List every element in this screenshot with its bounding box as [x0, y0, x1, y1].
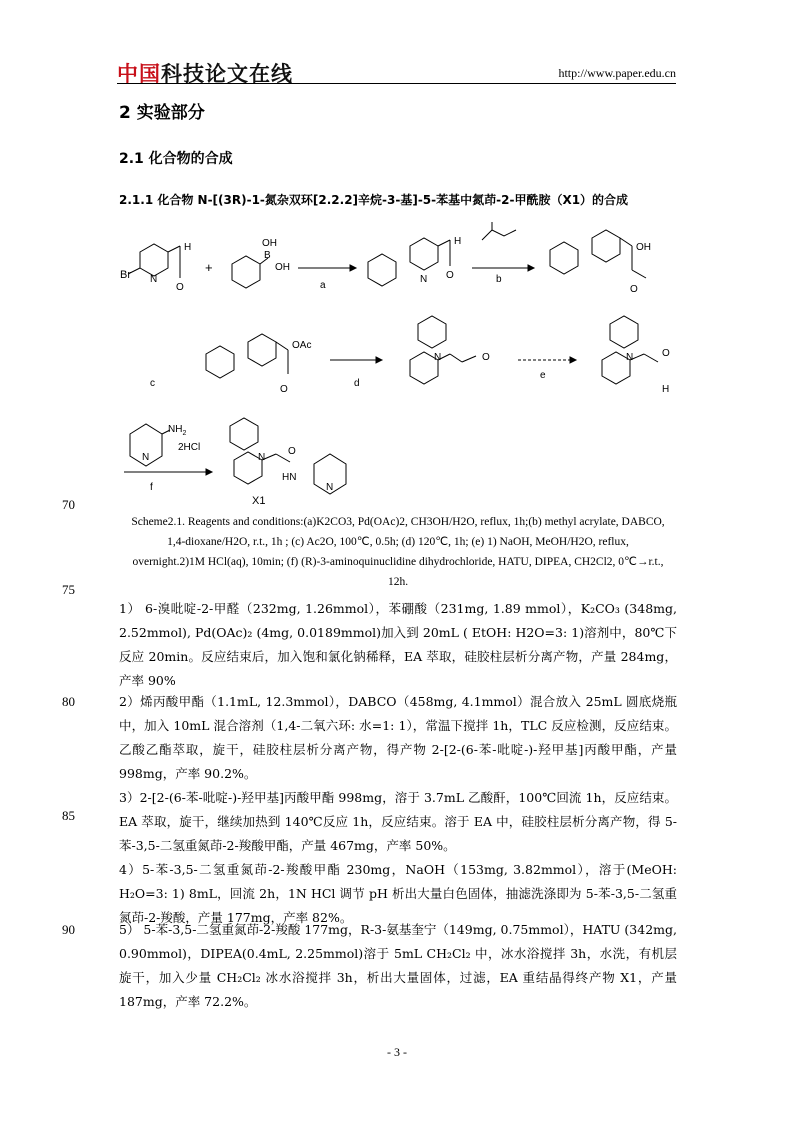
oh-label: OH — [262, 238, 277, 249]
n-label: N — [150, 274, 158, 285]
header-url[interactable]: http://www.paper.edu.cn — [558, 66, 676, 80]
compound-indolizine-acid — [602, 316, 670, 395]
arrow-f-label: f — [150, 482, 153, 493]
n-label-4: N — [626, 352, 634, 363]
procedure-step-2: 2）烯丙酸甲酯（1.1mL, 12.3mmol），DABCO（458mg, 4.1mmol）混合放入 25mL 圆底烧瓶中，加入 10mL 混合溶剂（1,4-二氧六环: 水=1: 1），常温下搅拌 1h，TLC 反应检测，反应结束。乙酸乙酯萃取，旋干，硅胶柱层析分离产物，得产物 2-[2-(6-苯-吡啶-)-羟甲基]丙酸甲酯，产量 998mg，产率 90.2%。 — [119, 694, 677, 781]
arrow-b-label: b — [496, 274, 502, 285]
o-label-3: O — [630, 284, 638, 295]
caption-line: overnight.2)1M HCl(aq), 10min; (f) (R)-3-aminoquinuclidine dihydrochloride, HATU, DIPEA, CH2Cl2, 0℃→r.t., — [132, 556, 664, 568]
arrow-c-head — [376, 357, 382, 363]
compound-baylis-hillman-adduct — [550, 230, 651, 295]
reaction-scheme — [110, 220, 690, 510]
hcl-label: 2HCl — [178, 442, 201, 453]
n-label-2: N — [420, 274, 428, 285]
procedure-step-4: 4）5-苯-3,5-二氢重氮茚-2-羧酸甲酯 230mg，NaOH（153mg, 3.82mmol），溶于(MeOH: H₂O=3: 1) 8mL，回流 2h，1N HCl 调节 pH 析出大量白色固体，抽滤洗涤即为 5-苯-3,5-二氢重氮茚-2-羧酸，产量 177mg，产率 82%。 — [119, 862, 677, 925]
subsubsection-title: 2.1.1 化合物 N-[(3R)-1-氮杂双环[2.2.2]辛烷-3-基]-5-苯基中氮茚-2-甲酰胺（X1）的合成 — [119, 193, 629, 207]
page-number: - 3 - — [387, 1045, 407, 1059]
o-label-7: O — [288, 446, 296, 457]
x1-label: X1 — [252, 495, 266, 507]
plus-sign: + — [205, 260, 213, 275]
o-label: O — [176, 282, 184, 293]
arrow-b-head — [528, 265, 534, 271]
n-label-6: N — [258, 452, 266, 463]
oh-label-3: OH — [636, 242, 651, 253]
o-label-4: O — [280, 384, 288, 395]
br-label: Br — [120, 269, 131, 281]
logo-red-part: 中国 — [117, 62, 161, 86]
oh-label-2: OH — [275, 262, 290, 273]
caption-line: 1,4-dioxane/H2O, r.t., 1h ; (c) Ac2O, 100℃, 0.5h; (d) 120℃, 1h; (e) 1) NaOH, MeOH/H2O, reflux, — [167, 536, 629, 548]
n-label-7: N — [326, 482, 334, 493]
caption-line: 12h. — [387, 576, 409, 588]
reagent-aminoquinuclidine — [130, 424, 200, 466]
h-label-3: H — [662, 384, 670, 395]
line-number: 85 — [62, 808, 75, 823]
reagent-methyl-acrylate — [482, 222, 516, 240]
arrow-a-label: a — [320, 280, 326, 291]
line-number: 80 — [62, 694, 75, 709]
procedure-step-5: 5） 5-苯-3,5-二氢重氮茚-2-羧酸 177mg，R-3-氨基奎宁（149mg, 0.75mmol），HATU (342mg, 0.90mmol)，DIPEA(0.4mL, 2.25mmol)溶于 5mL CH₂Cl₂ 中，冰水浴搅拌 3h，水洗，有机层旋干，加入少量 CH₂Cl₂ 冰水浴搅拌 3h，析出大量固体，过滤，EA 重结晶得终产物 X1，产量 187mg，产率 72.2%。 — [119, 922, 677, 1009]
subsection-title: 2.1 化合物的合成 — [119, 151, 233, 167]
arrow-d-label: d — [354, 378, 360, 389]
n-label-3: N — [434, 352, 442, 363]
n-label-5: N — [142, 452, 150, 463]
h-label-2: H — [454, 236, 462, 247]
o-label-2: O — [446, 270, 454, 281]
arrow-e-head — [570, 357, 576, 363]
arrow-f-head — [206, 469, 212, 475]
procedure-step-3: 3）2-[2-(6-苯-吡啶-)-羟甲基]丙酸甲酯 998mg，溶于 3.7mL 乙酸酐，100℃回流 1h，反应结束。EA 萃取，旋干，继续加热到 140℃反应 1h，反应结束。溶于 EA 中，硅胶柱层析分离产物，得 5-苯-3,5-二氢重氮茚-2-羧酸甲酯，产量 467mg，产率 50%。 — [119, 790, 677, 853]
caption-line: Scheme2.1. Reagents and conditions:(a)K2CO3, Pd(OAc)2, CH3OH/H2O, reflux, 1h;(b) methyl acrylate, DABCO, — [131, 516, 665, 528]
compound-phenylpyridine-aldehyde — [368, 236, 461, 286]
oac-label: OAc — [292, 340, 312, 351]
arrow-a-head — [350, 265, 356, 271]
o-label-6: O — [662, 348, 670, 359]
compound-indolizine-ester — [410, 316, 490, 384]
compound-bromopyridine-aldehyde — [120, 242, 191, 293]
hn-label: HN — [282, 472, 297, 483]
section-title: 2 实验部分 — [119, 103, 205, 123]
h-label: H — [184, 242, 192, 253]
compound-acetate — [206, 334, 311, 395]
arrow-c-label: c — [150, 378, 155, 389]
line-number: 70 — [62, 497, 75, 512]
logo-text-part: 科技论文在线 — [161, 62, 293, 86]
scheme-caption — [117, 512, 679, 592]
procedure-step-1: 1） 6-溴吡啶-2-甲醛（232mg, 1.26mmol），苯硼酸（231mg, 1.89 mmol），K₂CO₃ (348mg, 2.52mmol), Pd(OAc)₂ (4mg, 0.0189mmol)加入到 20mL ( EtOH: H2O=3: 1)溶剂中，80℃下反应 20min。反应结束后，加入饱和氯化钠稀释，EA 萃取，硅胶柱层析分离产物，产量 284mg，产率 90% — [119, 601, 677, 688]
arrow-e-label: e — [540, 370, 546, 381]
o-label-5: O — [482, 352, 490, 363]
line-number: 75 — [62, 582, 75, 597]
header-rule — [117, 83, 676, 84]
compound-phenylboronic-acid — [232, 238, 290, 288]
line-number: 90 — [62, 922, 75, 937]
b-label: B — [264, 250, 271, 261]
compound-x1 — [230, 418, 346, 507]
nh2-label: $NH_2$ — [168, 424, 187, 437]
